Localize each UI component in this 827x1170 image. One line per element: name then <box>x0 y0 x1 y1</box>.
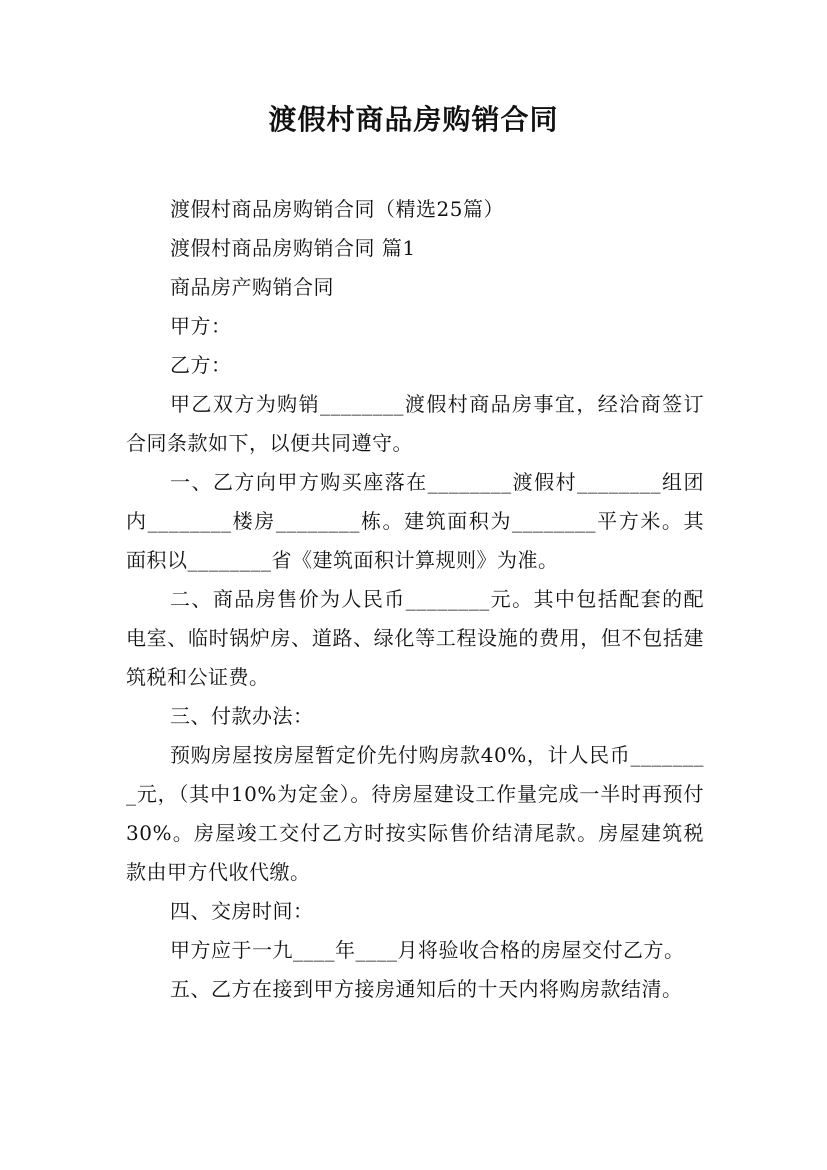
paragraph-contract-name: 商品房产购销合同 <box>170 275 334 299</box>
document-body <box>126 190 704 1009</box>
paragraph-clause-3-heading: 三、付款办法： <box>170 704 314 728</box>
paragraph-party-a: 甲方： <box>170 314 232 338</box>
paragraph-preamble: 甲乙双方为购销________渡假村商品房事宜，经洽商签订合同条款如下，以便共同遵守。 <box>126 392 704 455</box>
paragraph-clause-1: 一、乙方向甲方购买座落在________渡假村________组团内________楼房________栋。建筑面积为________平方米。其面积以________省《建筑面积计算规则》为准。 <box>126 470 704 572</box>
paragraph-party-b: 乙方： <box>170 353 232 377</box>
paragraph-clause-4-body: 甲方应于一九____年____月将验收合格的房屋交付乙方。 <box>170 938 685 962</box>
paragraph-clause-5: 五、乙方在接到甲方接房通知后的十天内将购房款结清。 <box>170 977 683 1001</box>
paragraph-chapter-heading: 渡假村商品房购销合同 篇1 <box>170 236 416 260</box>
paragraph-clause-3-body: 预购房屋按房屋暂定价先付购房款40%，计人民币________元，（其中10%为定金）。待房屋建设工作量完成一半时再预付30%。房屋竣工交付乙方时按实际售价结清尾款。房屋建筑税款由甲方代收代缴。 <box>126 743 704 884</box>
paragraph-subtitle: 渡假村商品房购销合同（精选25篇） <box>170 197 504 221</box>
paragraph-clause-4-heading: 四、交房时间： <box>170 899 314 923</box>
paragraph-clause-2: 二、商品房售价为人民币________元。其中包括配套的配电室、临时锅炉房、道路、绿化等工程设施的费用，但不包括建筑税和公证费。 <box>126 587 704 689</box>
document-title: 渡假村商品房购销合同 <box>268 103 559 136</box>
